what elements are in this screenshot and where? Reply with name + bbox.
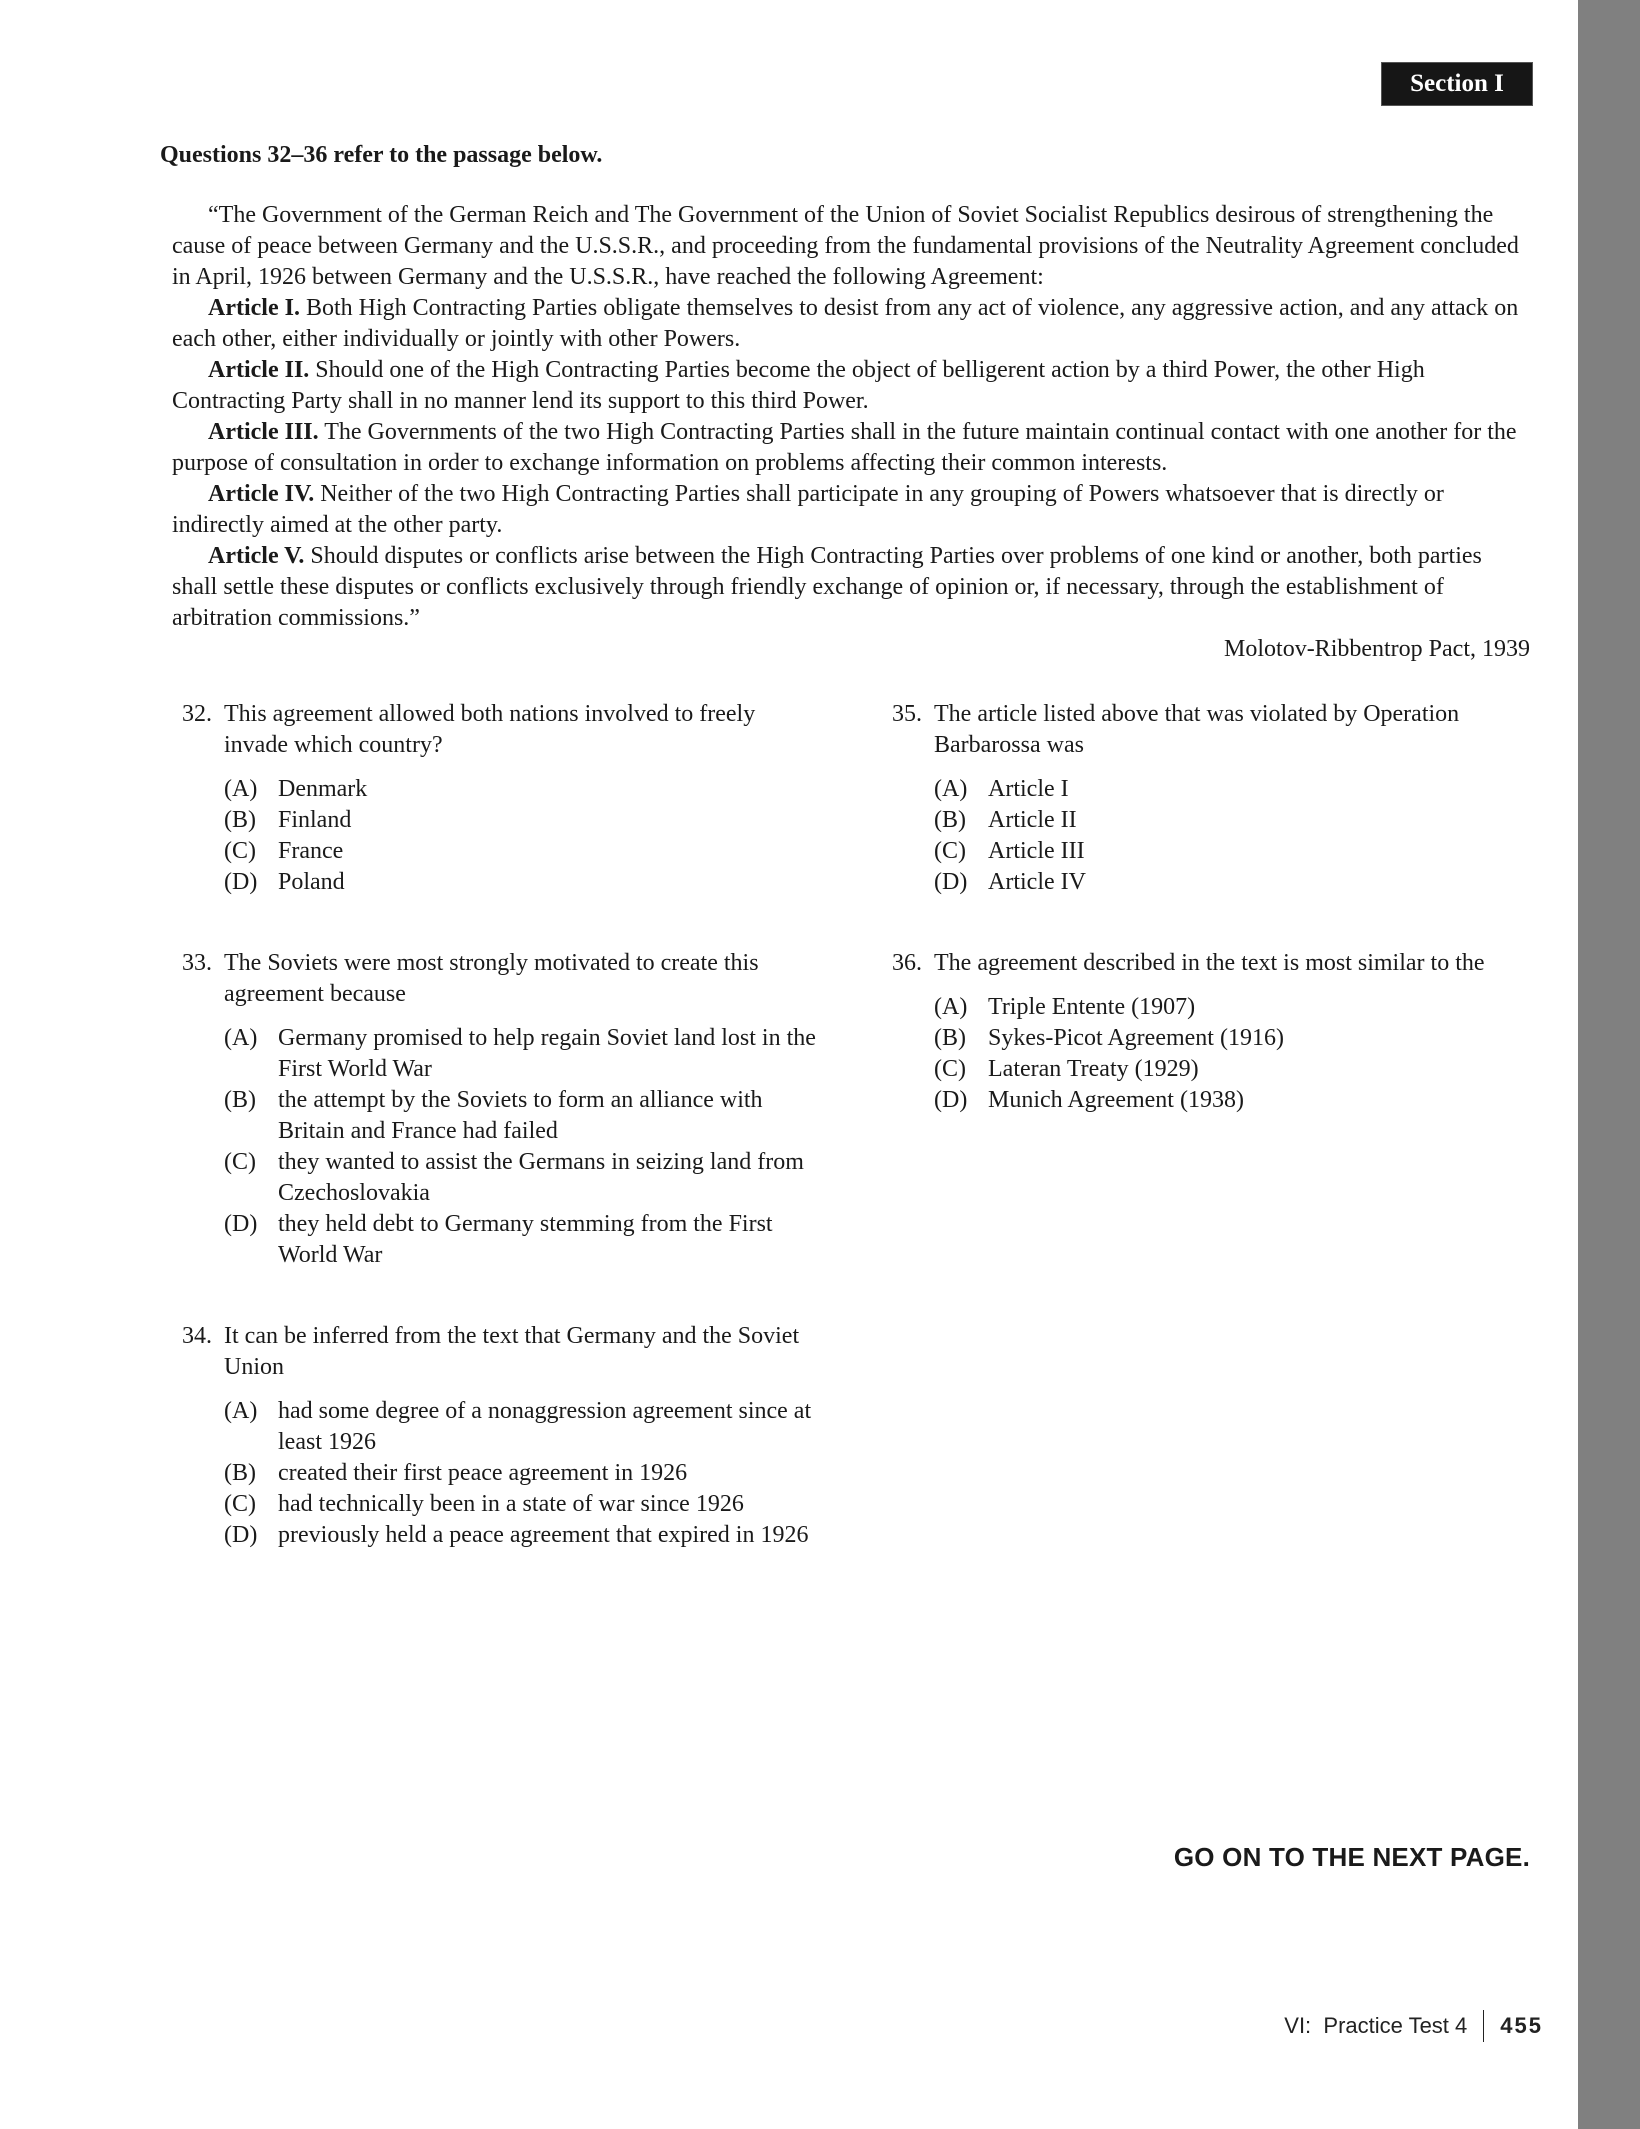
choice-letter: (C) xyxy=(224,838,256,864)
answer-choices xyxy=(224,1396,822,1551)
passage-citation: Molotov-Ribbentrop Pact, 1939 xyxy=(1224,636,1530,662)
page-footer xyxy=(1284,2010,1543,2042)
choice-text: they wanted to assist the Germans in seizing land from Czechoslovakia xyxy=(278,1149,804,1206)
question-33 xyxy=(182,948,822,1271)
question-text: This agreement allowed both nations involved to freely invade which country? xyxy=(224,701,756,758)
article-2 xyxy=(172,355,1532,417)
answer-choice-a[interactable] xyxy=(934,774,1532,805)
answer-choice-b[interactable] xyxy=(224,1458,822,1489)
answer-choice-d[interactable] xyxy=(224,1520,822,1551)
choice-letter: (A) xyxy=(224,1398,258,1424)
choice-letter: (C) xyxy=(224,1149,256,1175)
choice-text: created their first peace agreement in 1926 xyxy=(278,1460,688,1486)
article-1 xyxy=(172,293,1532,355)
choice-letter: (A) xyxy=(224,1025,258,1051)
choice-text: Triple Entente (1907) xyxy=(988,994,1196,1020)
passage-intro-heading: Questions 32–36 refer to the passage below. xyxy=(160,142,603,168)
questions-right-column xyxy=(892,699,1532,1116)
answer-choices xyxy=(934,774,1532,898)
answer-choice-a[interactable] xyxy=(224,774,822,805)
choice-letter: (A) xyxy=(934,994,968,1020)
choice-letter: (A) xyxy=(934,776,968,802)
choice-letter: (D) xyxy=(224,1211,258,1237)
question-number: 36. xyxy=(892,950,922,976)
question-36 xyxy=(892,948,1532,1116)
choice-text: Finland xyxy=(278,807,352,833)
answer-choice-c[interactable] xyxy=(224,1489,822,1520)
choice-text: Lateran Treaty (1929) xyxy=(988,1056,1199,1082)
answer-choice-a[interactable] xyxy=(934,992,1532,1023)
answer-choice-d[interactable] xyxy=(224,1209,822,1271)
choice-text: Sykes-Picot Agreement (1916) xyxy=(988,1025,1284,1051)
question-stem xyxy=(892,948,1532,979)
question-number: 33. xyxy=(182,950,212,976)
side-tab-bar xyxy=(1578,0,1640,2129)
answer-choice-a[interactable] xyxy=(224,1023,822,1085)
choice-text: Denmark xyxy=(278,776,368,802)
question-number: 34. xyxy=(182,1323,212,1349)
question-text: The article listed above that was violated by Operation Barbarossa was xyxy=(934,701,1460,758)
answer-choices xyxy=(934,992,1532,1116)
choice-letter: (C) xyxy=(224,1491,256,1517)
choice-text: France xyxy=(278,838,344,864)
choice-letter: (D) xyxy=(934,1087,968,1113)
question-text: The agreement described in the text is most similar to the xyxy=(934,950,1485,976)
choice-text: they held debt to Germany stemming from the First World War xyxy=(278,1211,773,1268)
article-text: Both High Contracting Parties obligate themselves to desist from any act of violence, any aggressive action, and any attack on each other, either individually or jointly with other Powers. xyxy=(172,295,1519,352)
choice-text: Article III xyxy=(988,838,1085,864)
choice-letter: (B) xyxy=(224,1460,256,1486)
article-5 xyxy=(172,541,1532,634)
question-number: 32. xyxy=(182,701,212,727)
article-3 xyxy=(172,417,1532,479)
question-stem xyxy=(182,699,822,761)
choice-letter: (B) xyxy=(934,807,966,833)
choice-text: previously held a peace agreement that expired in 1926 xyxy=(278,1522,809,1548)
question-35 xyxy=(892,699,1532,898)
answer-choice-b[interactable] xyxy=(224,1085,822,1147)
question-stem xyxy=(182,948,822,1010)
answer-choices xyxy=(224,1023,822,1271)
answer-choice-d[interactable] xyxy=(934,867,1532,898)
article-label: Article I. xyxy=(208,295,300,321)
article-label: Article IV. xyxy=(208,481,315,507)
section-badge: Section I xyxy=(1381,62,1533,106)
answer-choice-b[interactable] xyxy=(224,805,822,836)
article-label: Article V. xyxy=(208,543,305,569)
article-label: Article III. xyxy=(208,419,319,445)
question-32 xyxy=(182,699,822,898)
answer-choice-b[interactable] xyxy=(934,805,1532,836)
answer-choice-c[interactable] xyxy=(934,1054,1532,1085)
choice-letter: (D) xyxy=(934,869,968,895)
answer-choice-d[interactable] xyxy=(224,867,822,898)
answer-choice-b[interactable] xyxy=(934,1023,1532,1054)
choice-letter: (D) xyxy=(224,1522,258,1548)
choice-text: Article II xyxy=(988,807,1077,833)
answer-choice-d[interactable] xyxy=(934,1085,1532,1116)
choice-text: the attempt by the Soviets to form an alliance with Britain and France had failed xyxy=(278,1087,763,1144)
article-text: Should one of the High Contracting Parties become the object of belligerent action by a third Power, the other High Contracting Party shall in no manner lend its support to this third Power. xyxy=(172,357,1425,414)
answer-choice-c[interactable] xyxy=(224,1147,822,1209)
choice-letter: (B) xyxy=(224,807,256,833)
question-34 xyxy=(182,1321,822,1551)
answer-choice-c[interactable] xyxy=(934,836,1532,867)
question-number: 35. xyxy=(892,701,922,727)
choice-letter: (A) xyxy=(224,776,258,802)
choice-letter: (B) xyxy=(224,1087,256,1113)
choice-text: Germany promised to help regain Soviet land lost in the First World War xyxy=(278,1025,816,1082)
question-stem xyxy=(892,699,1532,761)
footer-chapter-label: VI: Practice Test 4 xyxy=(1284,2013,1468,2038)
article-text: Should disputes or conflicts arise between the High Contracting Parties over problems of one kind or another, both parties shall settle these disputes or conflicts exclusively through friendly exchange of opinion or, if necessary, through the establishment of arbitration commissions.” xyxy=(172,543,1482,631)
questions-left-column xyxy=(182,699,822,1551)
choice-text: had technically been in a state of war since 1926 xyxy=(278,1491,744,1517)
choice-letter: (C) xyxy=(934,1056,966,1082)
article-label: Article II. xyxy=(208,357,310,383)
question-text: The Soviets were most strongly motivated to create this agreement because xyxy=(224,950,759,1007)
passage-opening: “The Government of the German Reich and The Government of the Union of Soviet Socialist Republics desirous of strengthening the cause of peace between Germany and the U.S.S.R., and proceeding from the fundamental provisions of the Neutrality Agreement concluded in April, 1926 between Germany and the U.S.S.R., have reached the following Agreement: xyxy=(172,202,1519,290)
answer-choice-a[interactable] xyxy=(224,1396,822,1458)
article-text: Neither of the two High Contracting Parties shall participate in any grouping of Powers whatsoever that is directly or indirectly aimed at the other party. xyxy=(172,481,1444,538)
choice-letter: (C) xyxy=(934,838,966,864)
question-stem xyxy=(182,1321,822,1383)
choice-text: Munich Agreement (1938) xyxy=(988,1087,1244,1113)
choice-letter: (D) xyxy=(224,869,258,895)
go-on-next-page-notice: GO ON TO THE NEXT PAGE. xyxy=(1173,1842,1530,1872)
choice-text: Article I xyxy=(988,776,1069,802)
passage xyxy=(172,200,1532,634)
answer-choice-c[interactable] xyxy=(224,836,822,867)
choice-letter: (B) xyxy=(934,1025,966,1051)
answer-choices xyxy=(224,774,822,898)
article-text: The Governments of the two High Contracting Parties shall in the future maintain continual contact with one another for the purpose of consultation in order to exchange information on problems affecting their common interests. xyxy=(172,419,1517,476)
choice-text: had some degree of a nonaggression agreement since at least 1926 xyxy=(278,1398,812,1455)
article-4 xyxy=(172,479,1532,541)
footer-divider xyxy=(1483,2010,1484,2042)
choice-text: Poland xyxy=(278,869,345,895)
page-number: 455 xyxy=(1500,2013,1543,2038)
question-text: It can be inferred from the text that Germany and the Soviet Union xyxy=(224,1323,800,1380)
choice-text: Article IV xyxy=(988,869,1086,895)
